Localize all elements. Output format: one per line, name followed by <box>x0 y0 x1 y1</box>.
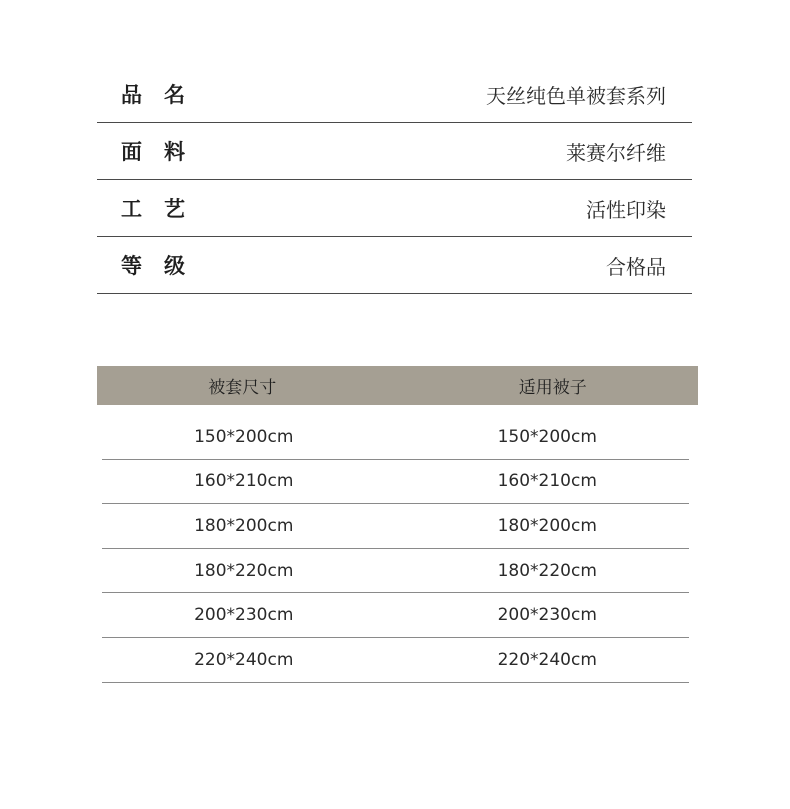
quilt-size-cell: 160*210cm <box>497 471 597 492</box>
cover-size-cell: 200*230cm <box>194 605 294 626</box>
size-table-header <box>97 366 698 405</box>
header-fits-quilt: 适用被子 <box>518 378 587 398</box>
table-row <box>102 593 689 638</box>
header-cover-size: 被套尺寸 <box>208 378 277 398</box>
spec-row-grade <box>97 237 692 294</box>
quilt-size-cell: 200*230cm <box>497 605 597 626</box>
spec-row-process <box>97 180 692 237</box>
spec-label: 等级 <box>121 254 207 278</box>
table-row <box>102 504 689 549</box>
cover-size-cell: 180*220cm <box>194 560 294 581</box>
spec-value: 莱赛尔纤维 <box>566 140 666 165</box>
cover-size-cell: 180*200cm <box>194 515 294 536</box>
table-row <box>102 415 689 460</box>
cover-size-cell: 160*210cm <box>194 471 294 492</box>
table-row <box>102 638 689 683</box>
cover-size-cell: 150*200cm <box>194 426 294 447</box>
spec-label: 品名 <box>121 83 207 107</box>
spec-row-fabric <box>97 123 692 180</box>
product-spec-table <box>97 66 692 294</box>
spec-value: 合格品 <box>606 254 666 279</box>
quilt-size-cell: 150*200cm <box>497 426 597 447</box>
table-row <box>102 460 689 505</box>
cover-size-cell: 220*240cm <box>194 649 294 670</box>
quilt-size-cell: 180*220cm <box>497 560 597 581</box>
spec-label: 工艺 <box>121 197 207 221</box>
spec-value: 活性印染 <box>586 197 666 222</box>
table-row <box>102 549 689 594</box>
spec-row-name <box>97 66 692 123</box>
spec-value: 天丝纯色单被套系列 <box>486 83 666 108</box>
quilt-size-cell: 220*240cm <box>497 649 597 670</box>
size-table <box>97 366 698 683</box>
quilt-size-cell: 180*200cm <box>497 515 597 536</box>
spec-label: 面料 <box>121 140 207 164</box>
size-table-body <box>102 405 689 683</box>
